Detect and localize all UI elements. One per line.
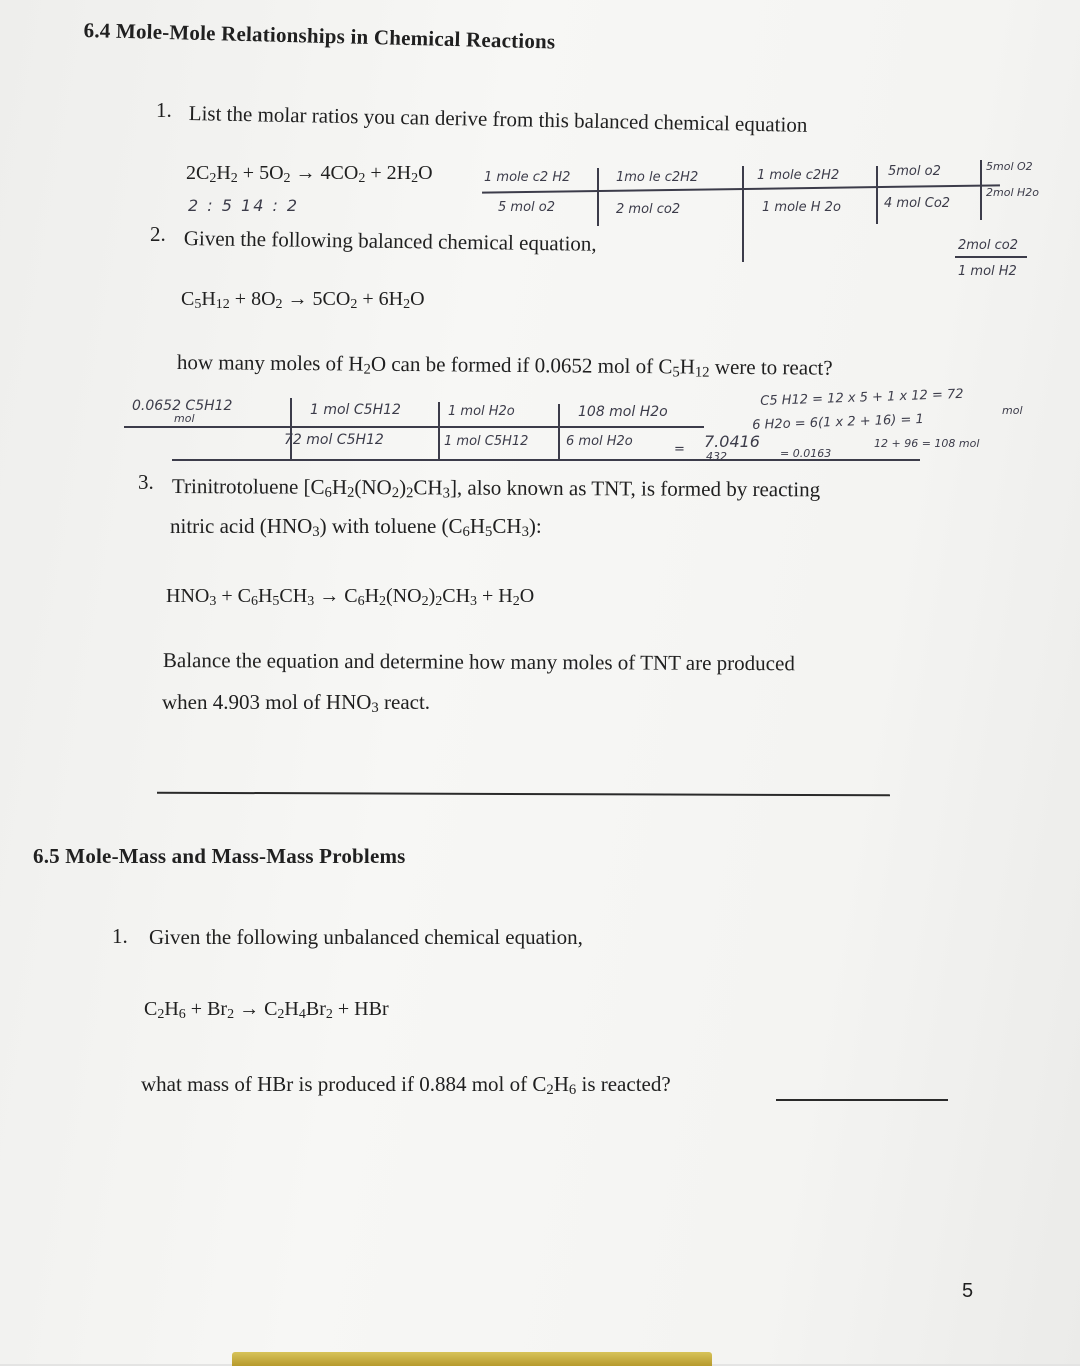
hw-ratio-5-top: 5mol O2 bbox=[986, 160, 1033, 173]
hw-fraction-bar bbox=[955, 256, 1027, 258]
q1-number: 1. bbox=[156, 98, 172, 122]
hw-ratio-6-top: 2mol co2 bbox=[958, 238, 1019, 253]
q1-equation: $2C_2H_2 + 5O_2 \to 4CO_2 + 2H_2O$ bbox=[186, 162, 433, 186]
hw-ratio-3-top: 1 mole c2H2 bbox=[757, 168, 840, 183]
page-number: 5 bbox=[962, 1280, 974, 1302]
q3-line-4: when 4.903 mol of $HNO_3$ react. bbox=[162, 690, 431, 716]
hw-divider bbox=[290, 398, 292, 460]
hw-divider bbox=[438, 402, 440, 460]
section-title-6-5: 6.5 Mole-Mass and Mass-Mass Problems bbox=[33, 844, 406, 868]
hw-fraction-bar bbox=[124, 426, 704, 428]
hw-molar-mass-2: 6 H2o = 6(1 x 2 + 16) = 1 bbox=[752, 412, 925, 433]
hw-divider bbox=[597, 168, 599, 226]
hw-divider bbox=[876, 166, 878, 224]
hw-ratio-5-bottom: 2mol H2o bbox=[986, 186, 1039, 199]
q2-number: 2. bbox=[150, 222, 166, 246]
hw-q2-result-top: 7.0416 bbox=[704, 432, 760, 451]
s65-q1-equation: $C_2H_6 + Br_2 \to C_2H_4Br_2$ + HBr bbox=[144, 998, 389, 1022]
hw-q2-start-unit: mol bbox=[174, 412, 195, 425]
hw-q2-result-bottom: 432 bbox=[706, 450, 727, 463]
q2-question: how many moles of $H_2O$ can be formed if 0.0652 mol of $C_5H_{12}$ were to react? bbox=[176, 350, 833, 381]
hw-fraction-bar bbox=[482, 184, 1000, 193]
hw-q2-f1-top: 1 mol C5H12 bbox=[310, 402, 401, 418]
q3-answer-line[interactable] bbox=[157, 792, 890, 796]
hw-molar-mass-1: C5 H12 = 12 x 5 + 1 x 12 = 72 bbox=[760, 386, 964, 409]
q3-line-2: nitric acid $(HNO_3)$ with toluene $(C_6H_5CH_3)$: bbox=[170, 514, 542, 540]
hw-ratio-2-bottom: 2 mol co2 bbox=[616, 202, 681, 217]
hw-ratio-line: 2 : 5 14 : 2 bbox=[188, 196, 300, 215]
q3-number: 3. bbox=[138, 470, 154, 494]
hw-divider bbox=[558, 404, 560, 460]
hw-ratio-3-bottom: 1 mole H 2o bbox=[762, 200, 841, 215]
hw-molar-mass-unit: mol bbox=[1002, 404, 1023, 417]
s65-q1-text: Given the following unbalanced chemical equation, bbox=[149, 925, 583, 949]
hw-q2-f3-bottom: 6 mol H2o bbox=[566, 434, 633, 449]
hw-molar-mass-3: 12 + 96 = 108 mol bbox=[874, 437, 980, 450]
hw-q2-f2-bottom: 1 mol C5H12 bbox=[444, 434, 529, 449]
q2-equation: $C_5H_{12} + 8O_2 \to 5CO_2 + 6H_2O$ bbox=[181, 288, 425, 312]
hw-ratio-6-bottom: 1 mol H2 bbox=[958, 264, 1017, 279]
q3-line-3: Balance the equation and determine how many moles of TNT are produced bbox=[162, 648, 795, 676]
hw-ratio-1-bottom: 5 mol o2 bbox=[498, 200, 555, 215]
hw-q2-result-value: = 0.0163 bbox=[780, 447, 832, 460]
hw-ratio-4-top: 5mol o2 bbox=[888, 164, 941, 179]
hw-q2-f3-top: 108 mol H2o bbox=[578, 404, 668, 420]
q3-line-1: Trinitrotoluene $[C_6H_2(NO_2)_2CH_3]$, also known as TNT, is formed by reacting bbox=[171, 474, 821, 502]
hw-q2-start: 0.0652 C5H12 bbox=[132, 398, 233, 414]
hw-divider bbox=[980, 160, 982, 220]
section-title-6-4: 6.4 Mole-Mole Relationships in Chemical Reactions bbox=[83, 18, 556, 54]
q2-text: Given the following balanced chemical equation, bbox=[183, 226, 597, 256]
hw-q2-equals: = bbox=[674, 442, 685, 457]
s65-q1-question: what mass of HBr is produced if 0.884 mol of $C_2H_6$ is reacted? bbox=[141, 1072, 671, 1098]
q3-equation: $HNO_3 + C_6H_5CH_3 \to C_6H_2(NO_2)_2CH_3 + H_2O$ bbox=[166, 585, 535, 609]
hw-divider bbox=[742, 166, 744, 262]
q1-text: List the molar ratios you can derive from this balanced chemical equation bbox=[188, 101, 808, 137]
hw-q2-f2-top: 1 mol H2o bbox=[448, 404, 515, 419]
hw-ratio-1-top: 1 mole c2 H2 bbox=[484, 170, 571, 185]
hw-ratio-4-bottom: 4 mol Co2 bbox=[884, 196, 951, 211]
s65-q1-answer-line[interactable] bbox=[776, 1099, 948, 1101]
hw-ratio-2-top: 1mo le c2H2 bbox=[616, 170, 699, 185]
s65-q1-number: 1. bbox=[112, 924, 128, 948]
hw-q2-f1-bottom: 72 mol C5H12 bbox=[284, 432, 384, 448]
